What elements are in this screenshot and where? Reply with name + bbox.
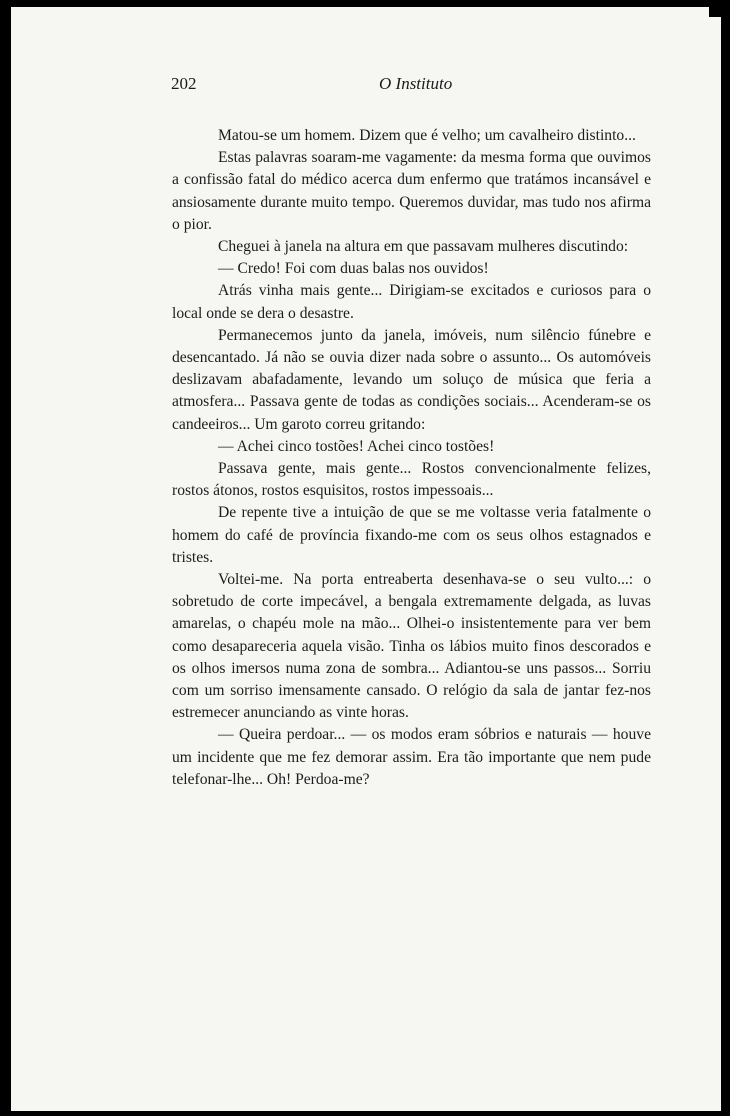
book-page	[11, 7, 721, 1111]
running-title: O Instituto	[379, 74, 453, 93]
paragraph: — Achei cinco tostões! Achei cinco tostões!	[218, 437, 495, 455]
paragraph: — Credo! Foi com duas balas nos ouvidos!	[218, 260, 489, 278]
paragraph: Voltei-me. Na porta entreaberta desenhava-se o seu vulto...: o sobretudo de corte impecável, a bengala extremamente delgada, as luvas amarelas, o chapéu mole na mão... Olhei-o insistentemente para ver bem como desapareceria aquela visão. Tinha os lábios muito finos descorados e os olhos imersos numa zona de sombra... Adiantou-se uns passos... Sorriu com um sorriso imensamente cansado. O relógio da sala de jantar fez-nos estremecer anunciando as vinte horas.	[172, 571, 651, 722]
paragraph: Estas palavras soaram-me vagamente: da mesma forma que ouvimos a confissão fatal do médico acerca dum enfermo que tratámos incansável e ansiosamente durante muito tempo. Queremos duvidar, mas tudo nos afirma o pior.	[172, 149, 651, 233]
paragraph: Permanecemos junto da janela, imóveis, num silêncio fúnebre e desencantado. Já não se ouvia dizer nada sobre o assunto... Os automóveis deslizavam abafadamente, levando um soluço de música que feria a atmosfera... Passava gente de todas as condições sociais... Acenderam-se os candeeiros... Um garoto correu gritando:	[172, 326, 651, 433]
body-text	[172, 125, 651, 791]
paragraph: Matou-se um homem. Dizem que é velho; um cavalheiro distinto...	[218, 127, 636, 144]
paragraph: De repente tive a intuição de que se me voltasse veria fatalmente o homem do café de província fixando-me com os seus olhos estagnados e tristes.	[172, 504, 651, 566]
page-header	[171, 74, 653, 98]
paragraph: Passava gente, mais gente... Rostos convencionalmente felizes, rostos átonos, rostos esquisitos, rostos impessoais...	[172, 460, 651, 500]
scan-corner-mark	[709, 7, 721, 17]
paragraph: Cheguei à janela na altura em que passavam mulheres discutindo:	[218, 238, 629, 256]
page-number: 202	[171, 74, 197, 93]
paragraph: Atrás vinha mais gente... Dirigiam-se excitados e curiosos para o local onde se dera o desastre.	[172, 282, 651, 322]
paragraph: — Queira perdoar... — os modos eram sóbrios e naturais — houve um incidente que me fez demorar assim. Era tão importante que nem pude telefonar-lhe... Oh! Perdoa-me?	[172, 726, 651, 788]
